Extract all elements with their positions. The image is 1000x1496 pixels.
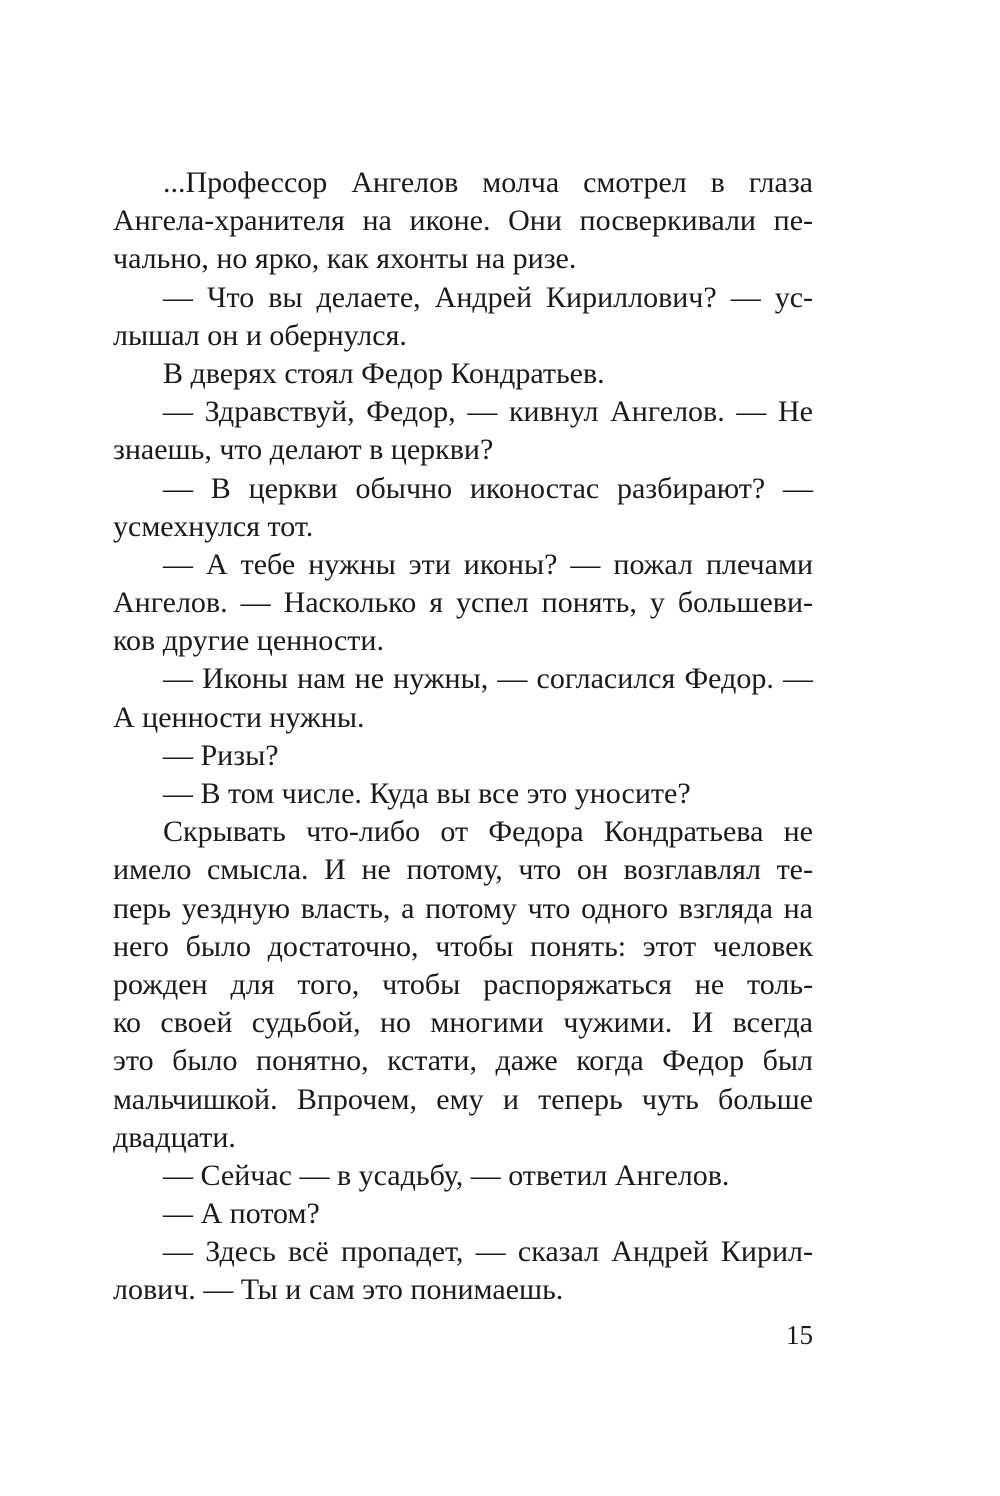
text-line: перь уездную власть, а потому что одного взгляда на <box>113 891 813 925</box>
text-line: усмехнулся тот. <box>113 509 314 543</box>
text-line: знаешь, что делают в церкви? <box>113 433 494 467</box>
text-line: ко своей судьбой, но многими чужими. И всегда <box>113 1006 813 1040</box>
text-line: двадцати. <box>113 1120 236 1154</box>
text-line: А ценности нужны. <box>113 700 365 734</box>
text-line: Ангелов. — Насколько я успел понять, у большеви- <box>113 586 813 620</box>
text-line: В дверях стоял Федор Кондратьев. <box>163 356 605 390</box>
text-line: имело смысла. И не потому, что он возглавлял те- <box>113 853 813 887</box>
text-line: Скрывать что-либо от Федора Кондратьева не <box>163 815 813 849</box>
text-line: — Здравствуй, Федор, — кивнул Ангелов. — Не <box>163 395 813 429</box>
text-line: — Здесь всё пропадет, — сказал Андрей Кирил- <box>163 1235 813 1269</box>
text-line: это было понятно, кстати, даже когда Федор был <box>113 1044 813 1078</box>
text-line: — Иконы нам не нужны, — согласился Федор. — <box>163 662 813 696</box>
text-line: — А тебе нужны эти иконы? — пожал плечами <box>163 547 813 581</box>
text-line: — Ризы? <box>163 738 279 772</box>
text-line: — В церкви обычно иконостас разбирают? — <box>163 471 813 505</box>
text-line: лович. — Ты и сам это понимаешь. <box>113 1273 564 1307</box>
text-line: ков другие ценности. <box>113 624 384 658</box>
text-line: чально, но ярко, как яхонты на ризе. <box>113 242 577 276</box>
text-line: ...Профессор Ангелов молча смотрел в глаза <box>163 166 813 199</box>
text-line: — В том числе. Куда вы все это уносите? <box>163 777 691 810</box>
text-line: — Сейчас — в усадьбу, — ответил Ангелов. <box>163 1158 730 1192</box>
book-page-text <box>113 164 813 1310</box>
text-line: — А потом? <box>163 1197 320 1231</box>
text-line: Ангела-хранителя на иконе. Они посверкивали пе- <box>113 204 813 238</box>
text-line: него было достаточно, чтобы понять: этот человек <box>113 929 813 963</box>
text-line: рожден для того, чтобы распоряжаться не толь- <box>113 967 813 1001</box>
text-line: мальчишкой. Впрочем, ему и теперь чуть больше <box>113 1082 813 1116</box>
page-number: 15 <box>786 1320 813 1350</box>
text-line: лышал он и обернулся. <box>113 318 407 352</box>
text-line: — Что вы делаете, Андрей Кириллович? — ус- <box>163 280 813 314</box>
